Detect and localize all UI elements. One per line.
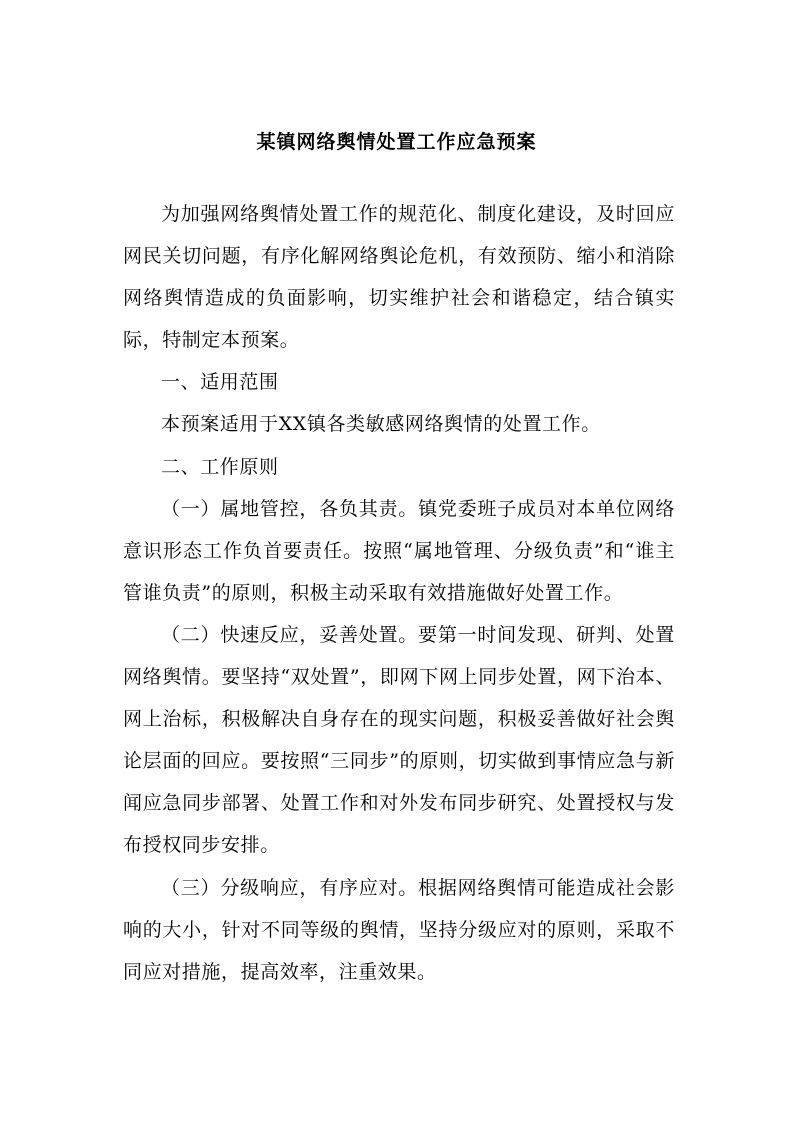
document-body — [123, 193, 675, 993]
document-title: 某镇网络舆情处置工作应急预案 — [256, 131, 537, 153]
paragraph-principle-2: （二）快速反应，妥善处置。要第一时间发现、研判、处置网络舆情。要坚持“双处置”，即网下网上同步处置，网下治本、网上治标，积极解决自身存在的现实问题，积极妥善做好社会舆论层面的回应。要按照“三同步”的原则，切实做到事情应急与新闻应急同步部署、处置工作和对外发布同步研究、处置授权与发布授权同步安排。 — [123, 623, 675, 857]
paragraph-principle-3: （三）分级响应，有序应对。根据网络舆情可能造成社会影响的大小，针对不同等级的舆情，坚持分级应对的原则，采取不同应对措施，提高效率，注重效果。 — [123, 876, 675, 983]
paragraph-scope: 本预案适用于XX镇各类敏感网络舆情的处置工作。 — [161, 413, 601, 436]
paragraph-intro: 为加强网络舆情处置工作的规范化、制度化建设，及时回应网民关切问题，有序化解网络舆论危机，有效预防、缩小和消除网络舆情造成的负面影响，切实维护社会和谐稳定，结合镇实际，特制定本预案。 — [123, 203, 675, 352]
section-heading-scope: 一、适用范围 — [161, 371, 279, 394]
paragraph-principle-1: （一）属地管控，各负其责。镇党委班子成员对本单位网络意识形态工作负首要责任。按照“属地管理、分级负责”和“谁主管谁负责”的原则，积极主动采取有效措施做好处置工作。 — [123, 497, 675, 604]
section-heading-principles: 二、工作原则 — [161, 455, 279, 478]
